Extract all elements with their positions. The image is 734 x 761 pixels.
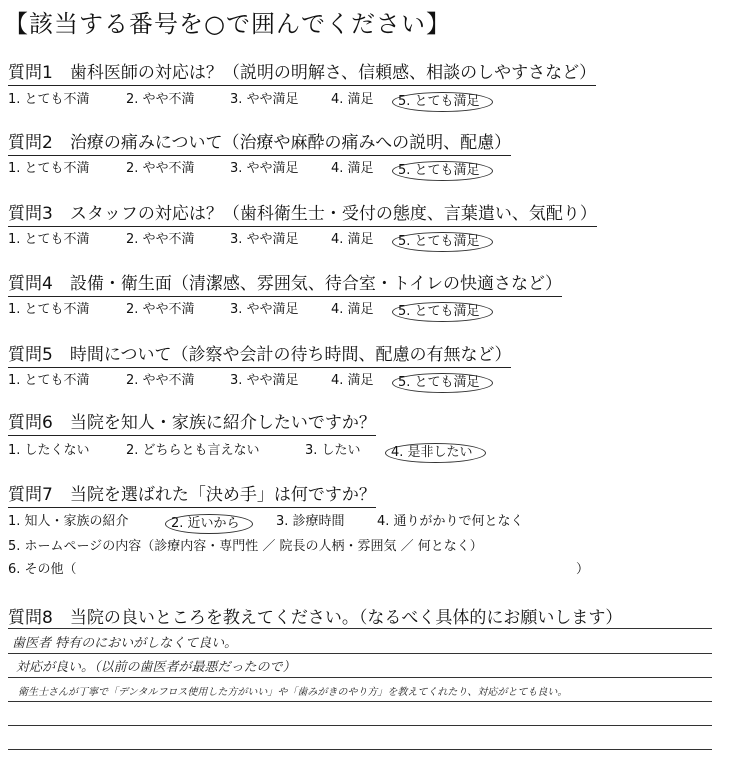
option-4[interactable]: 4. 満足 <box>331 302 374 317</box>
question-title: 質問8 当院の良いところを教えてください。（なるべく具体的にお願いします） <box>8 608 623 628</box>
question-title: 質問2 治療の痛みについて（治療や麻酔の痛みへの説明、配慮） <box>8 133 511 156</box>
option-4[interactable]: 4. 満足 <box>331 373 374 388</box>
option-3[interactable]: 3. したい <box>305 443 361 458</box>
answer-line <box>8 628 712 629</box>
option-5-circled[interactable]: 5. とても満足 <box>392 302 493 322</box>
option-4[interactable]: 4. 満足 <box>331 92 374 107</box>
answer-text-2: 対応が良い。（以前の歯医者が最悪だったので） <box>16 660 296 675</box>
option-2[interactable]: 2. どちらとも言えない <box>126 443 260 458</box>
answer-line <box>8 725 712 726</box>
option-1[interactable]: 1. とても不満 <box>8 373 90 388</box>
option-5-circled[interactable]: 5. とても満足 <box>392 232 493 252</box>
question-title: 質問3 スタッフの対応は？（歯科衛生士・受付の態度、言葉遣い、気配り） <box>8 204 597 227</box>
option-1[interactable]: 1. 知人・家族の紹介 <box>8 514 129 529</box>
option-3[interactable]: 3. やや満足 <box>230 302 299 317</box>
option-3[interactable]: 3. やや満足 <box>230 232 299 247</box>
page-header: 【該当する番号を○で囲んでください】 <box>4 10 451 38</box>
question-title: 質問7 当院を選ばれた「決め手」は何ですか？ <box>8 485 376 508</box>
option-6[interactable]: 6. その他（ <box>8 562 77 577</box>
option-3[interactable]: 3. やや満足 <box>230 92 299 107</box>
answer-line <box>8 749 712 750</box>
option-1[interactable]: 1. したくない <box>8 443 90 458</box>
answer-text-3: 衛生士さんが丁寧で「デンタルフロス使用した方がいい」や「歯みがきのやり方」を教えてくれたり、対応がとても良い。 <box>18 687 568 698</box>
option-2[interactable]: 2. やや不満 <box>126 302 195 317</box>
question-title: 質問1 歯科医師の対応は？（説明の明解さ、信頼感、相談のしやすさなど） <box>8 63 596 86</box>
option-4-circled[interactable]: 4. 是非したい <box>385 443 486 463</box>
answer-line <box>8 653 712 654</box>
option-1[interactable]: 1. とても不満 <box>8 232 90 247</box>
option-1[interactable]: 1. とても不満 <box>8 161 90 176</box>
option-4[interactable]: 4. 満足 <box>331 161 374 176</box>
option-6-close: ） <box>576 562 590 577</box>
option-2[interactable]: 2. やや不満 <box>126 161 195 176</box>
question-title: 質問4 設備・衛生面（清潔感、雰囲気、待合室・トイレの快適さなど） <box>8 274 562 297</box>
option-3[interactable]: 3. やや満足 <box>230 373 299 388</box>
option-1[interactable]: 1. とても不満 <box>8 302 90 317</box>
option-2[interactable]: 2. やや不満 <box>126 92 195 107</box>
option-5-circled[interactable]: 5. とても満足 <box>392 92 493 112</box>
answer-line <box>8 677 712 678</box>
answer-line <box>8 701 712 702</box>
option-2-circled[interactable]: 2. 近いから <box>165 514 253 534</box>
option-2[interactable]: 2. やや不満 <box>126 373 195 388</box>
option-2[interactable]: 2. やや不満 <box>126 232 195 247</box>
option-5[interactable]: 5. ホームページの内容（診療内容・専門性 ／ 院長の人柄・雰囲気 ／ 何となく） <box>8 539 483 554</box>
option-1[interactable]: 1. とても不満 <box>8 92 90 107</box>
answer-text-1: 歯医者 特有のにおいがしなくて良い。 <box>12 636 238 651</box>
option-5-circled[interactable]: 5. とても満足 <box>392 373 493 393</box>
question-title: 質問6 当院を知人・家族に紹介したいですか？ <box>8 413 376 436</box>
option-4[interactable]: 4. 通りがかりで何となく <box>377 514 524 529</box>
option-3[interactable]: 3. やや満足 <box>230 161 299 176</box>
option-3[interactable]: 3. 診療時間 <box>276 514 345 529</box>
option-4[interactable]: 4. 満足 <box>331 232 374 247</box>
option-5-circled[interactable]: 5. とても満足 <box>392 161 493 181</box>
question-title: 質問5 時間について（診察や会計の待ち時間、配慮の有無など） <box>8 345 511 368</box>
